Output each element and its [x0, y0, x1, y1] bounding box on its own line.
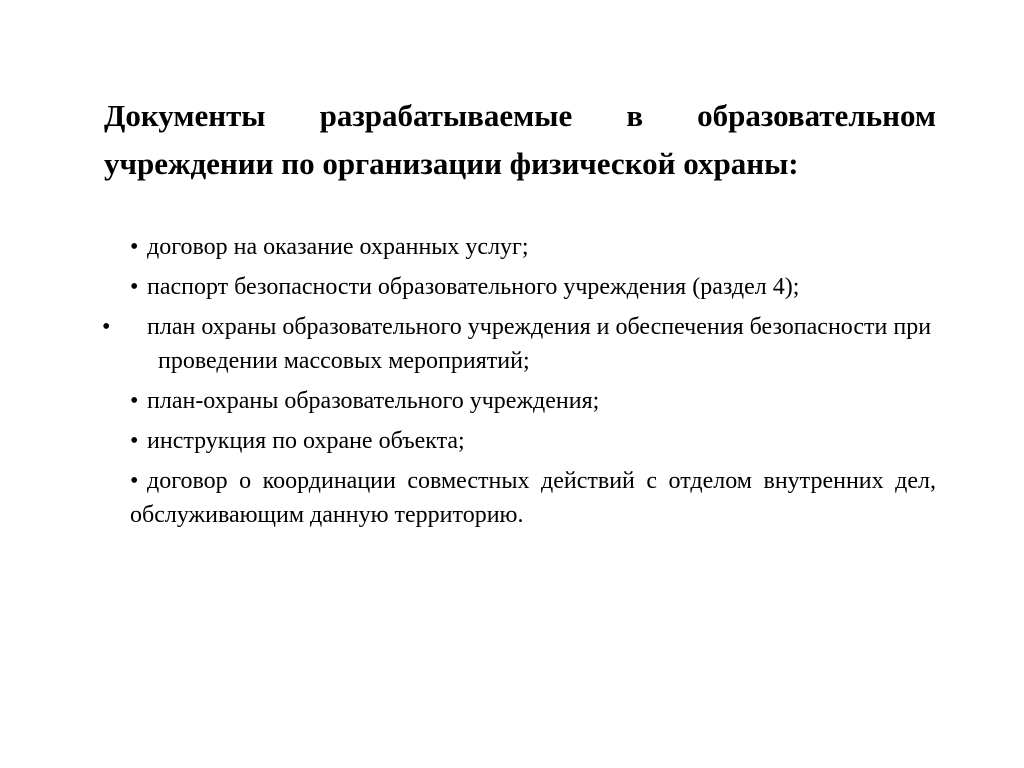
list-item-text: инструкция по охране объекта;: [147, 428, 465, 454]
list-item-text: план-охраны образовательного учреждения;: [147, 388, 600, 414]
list-item-text: договор о координации совместных действий с отделом внутренних дел, обслуживающим данную территорию.: [130, 468, 936, 528]
list-item: [130, 424, 936, 458]
slide-title: Документы разрабатываемые в образовательном учреждении по организации физической охраны:: [104, 98, 936, 181]
list-item: [130, 270, 936, 304]
list-item-text: паспорт безопасности образовательного учреждения (раздел 4);: [147, 274, 800, 300]
list-item: [130, 464, 936, 532]
bullet-icon: •: [130, 428, 139, 454]
bullet-icon: •: [130, 234, 139, 260]
bullet-icon: •: [130, 468, 139, 494]
list-item-text: план охраны образовательного учреждения и обеспечения безопасности при проведении массовых мероприятий;: [147, 314, 932, 374]
bullet-icon: •: [130, 388, 139, 414]
list-item-text: договор на оказание охранных услуг;: [147, 234, 529, 260]
list-item: [130, 384, 936, 418]
list-item: [130, 230, 936, 264]
list-item: [102, 310, 936, 378]
bullet-icon: •: [102, 314, 111, 340]
document-list: [102, 230, 936, 538]
bullet-icon: •: [130, 274, 139, 300]
